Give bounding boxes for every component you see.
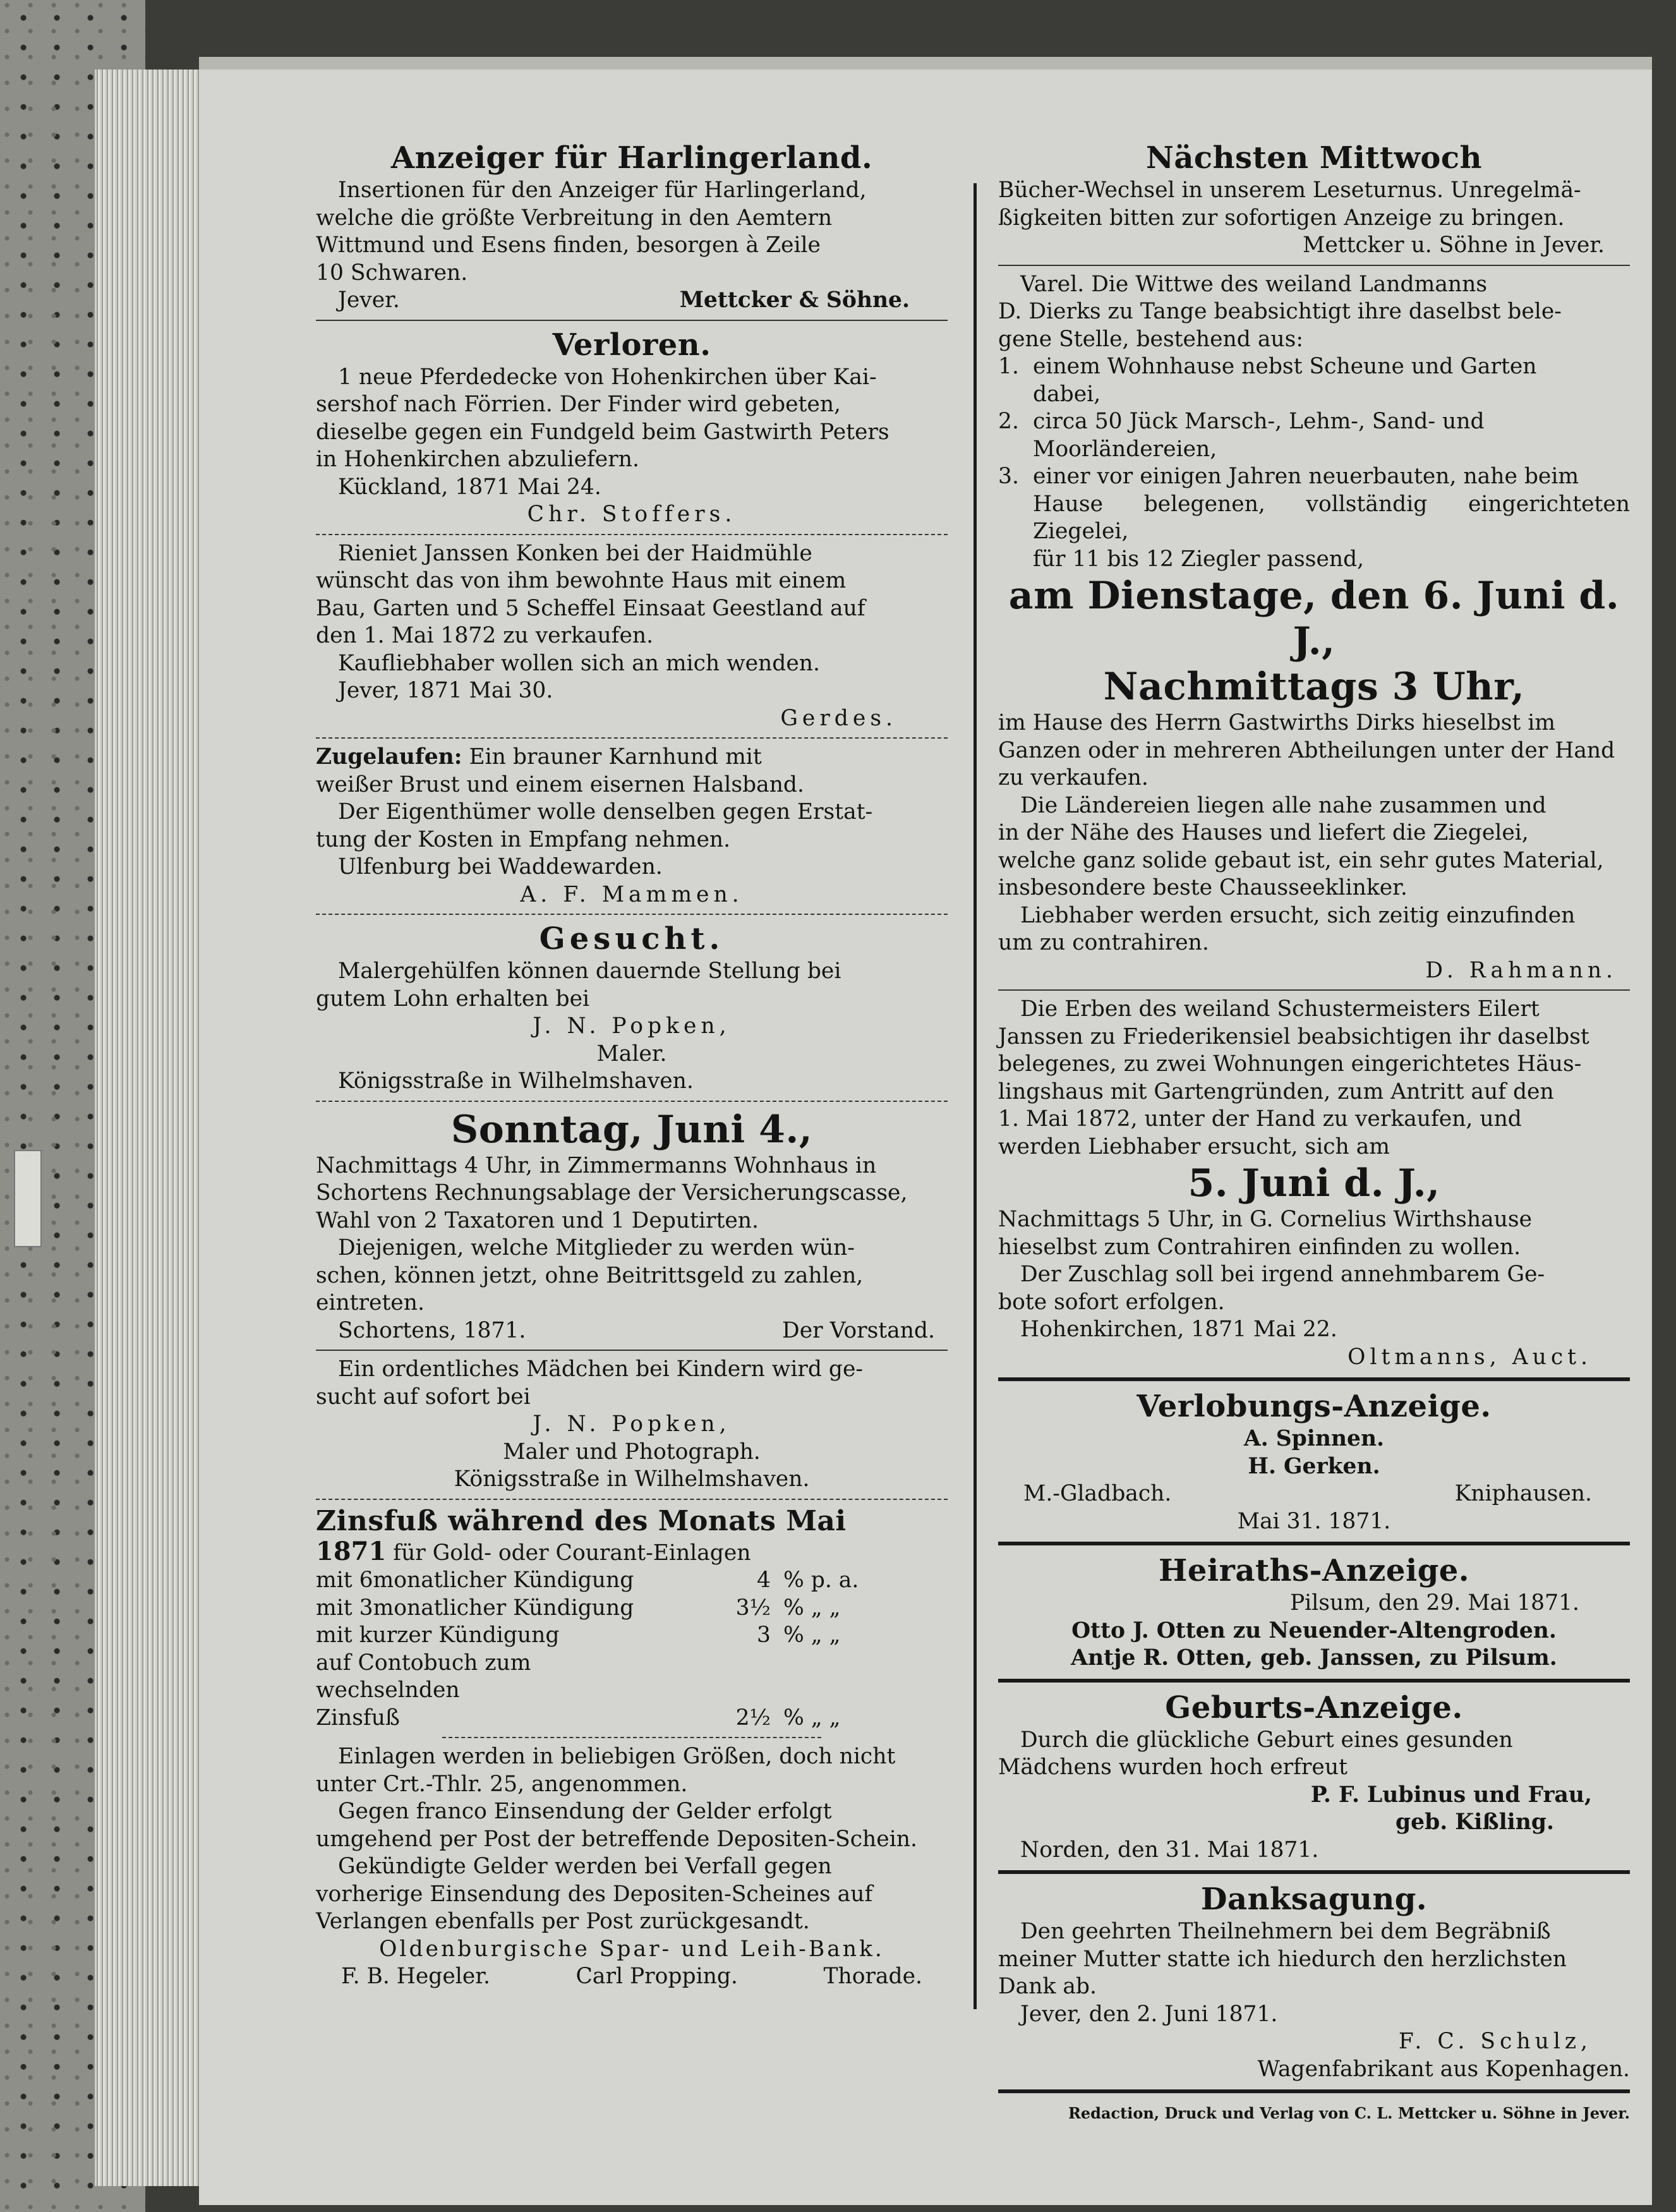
address: Königsstraße in Wilhelmshaven. xyxy=(338,1068,694,1094)
rate-label: auf Contobuch zum wechselnden xyxy=(316,1650,531,1703)
signature: D. Rahmann. xyxy=(1425,957,1617,983)
address: Königsstraße in Wilhelmshaven. xyxy=(454,1466,810,1492)
list-item xyxy=(998,463,1630,491)
separator xyxy=(316,1101,948,1102)
name: Antje R. Otten, geb. Janssen, zu Pilsum. xyxy=(1071,1645,1557,1671)
separator xyxy=(442,1737,821,1738)
rate-unit: % „ „ xyxy=(783,1623,841,1648)
ad-heirath xyxy=(998,1552,1630,1672)
item-number: 1. xyxy=(998,354,1019,379)
property-list xyxy=(998,353,1630,573)
signature: Oltmanns, Auct. xyxy=(1347,1344,1592,1370)
text-line: insbesondere beste Chausseeklinker. xyxy=(998,875,1408,900)
signature: Der Vorstand. xyxy=(782,1317,935,1343)
text-line: Diejenigen, welche Mitglieder zu werden wün- xyxy=(338,1235,855,1260)
text-line: Nachmittags 5 Uhr, in G. Cornelius Wirthshause xyxy=(998,1207,1532,1232)
rate-value: 4 xyxy=(757,1568,771,1593)
text-line: Dank ab. xyxy=(998,1974,1097,1999)
text-line: werden Liebhaber ersucht, sich am xyxy=(998,1133,1390,1159)
text-line: 10 Schwaren. xyxy=(316,260,468,286)
name: H. Gerken. xyxy=(1248,1453,1380,1479)
rate-unit: % p. a. xyxy=(783,1568,859,1593)
signature: Mettcker u. Söhne in Jever. xyxy=(1303,233,1605,258)
ad-title: Geburts-Anzeige. xyxy=(1165,1689,1463,1725)
text-line: Die Ländereien liegen alle nahe zusammen und xyxy=(1020,792,1546,818)
text-line: dabei, xyxy=(1033,381,1101,407)
ad-title: Heiraths-Anzeige. xyxy=(1158,1553,1469,1588)
text-line: D. Dierks zu Tange beabsichtigt ihre daselbst bele- xyxy=(998,299,1562,324)
signer: Thorade. xyxy=(823,1964,922,1989)
ad-title-year: 1871 xyxy=(316,1536,387,1566)
signature: geb. Kißling. xyxy=(1396,1810,1554,1835)
rate-row xyxy=(316,1705,948,1732)
text-line: Ein brauner Karnhund mit xyxy=(469,744,762,770)
separator xyxy=(316,534,948,535)
text-line: Den geehrten Theilnehmern bei dem Begräbniß xyxy=(1020,1919,1551,1944)
date: Norden, den 31. Mai 1871. xyxy=(1020,1837,1319,1863)
rate-value: 3½ xyxy=(735,1595,771,1621)
ad-zugelaufen xyxy=(316,744,948,909)
text-line: Schortens Rechnungsablage der Versicherungscasse, xyxy=(316,1180,908,1206)
rate-label: mit kurzer Kündigung xyxy=(316,1623,560,1648)
rate-unit: % „ „ xyxy=(783,1705,841,1731)
text-line: circa 50 Jück Marsch-, Lehm-, Sand- und xyxy=(1033,409,1485,434)
ad-lead: Zugelaufen: xyxy=(316,744,462,770)
rate-value: 3 xyxy=(757,1623,771,1648)
text-line: sershof nach Förrien. Der Finder wird gebeten, xyxy=(316,392,841,417)
auction-date-heading: 5. Juni d. J., xyxy=(1188,1161,1440,1206)
text-line: Moorländereien, xyxy=(1033,436,1217,462)
separator xyxy=(998,989,1630,991)
ad-title: Nächsten Mittwoch xyxy=(1145,140,1483,176)
signature: Gerdes. xyxy=(780,705,897,731)
bank-name: Oldenburgische Spar- und Leih-Bank. xyxy=(379,1936,884,1962)
item-number: 3. xyxy=(998,464,1019,489)
signature: Wagenfabrikant aus Kopenhagen. xyxy=(1257,2056,1630,2082)
text-line: Der Zuschlag soll bei irgend annehmbarem Ge- xyxy=(1020,1262,1545,1287)
text-line: 1 neue Pferdedecke von Hohenkirchen über Kai- xyxy=(338,364,877,390)
text-line: Durch die glückliche Geburt eines gesunden xyxy=(1020,1727,1513,1753)
signature: Mettcker & Söhne. xyxy=(679,287,910,313)
place: M.-Gladbach. xyxy=(1023,1481,1172,1506)
ad-zinsfuss xyxy=(316,1505,948,1991)
text-line: Bücher-Wechsel in unserem Leseturnus. Unregelmä- xyxy=(998,178,1581,203)
date: Pilsum, den 29. Mai 1871. xyxy=(1289,1590,1579,1616)
ad-title: Verlobungs-Anzeige. xyxy=(1136,1389,1492,1424)
ad-verloren xyxy=(316,326,948,529)
text-line: tung der Kosten in Empfang nehmen. xyxy=(316,826,731,852)
separator xyxy=(998,1679,1630,1683)
text-line: Wittmund und Esens finden, besorgen à Zeile xyxy=(316,233,821,258)
text-line: Varel. Die Wittwe des weiland Landmanns xyxy=(1020,271,1488,297)
text-line: Der Eigenthümer wolle denselben gegen Erstat- xyxy=(338,799,873,825)
text-line: welche ganz solide gebaut ist, ein sehr gutes Material, xyxy=(998,847,1604,873)
text-line: Insertionen für den Anzeiger für Harlingerland, xyxy=(338,178,867,203)
ad-title: Anzeiger für Harlingerland. xyxy=(390,140,873,176)
text-line: welche die größte Verbreitung in den Aemtern xyxy=(316,205,833,231)
text-line: einem Wohnhause nebst Scheune und Garten xyxy=(1033,354,1537,379)
place: Schortens, 1871. xyxy=(338,1317,526,1343)
text-line: dieselbe gegen ein Fundgeld beim Gastwirth Peters xyxy=(316,419,889,445)
ad-title: Danksagung. xyxy=(1200,1882,1428,1917)
text-line: in der Nähe des Hauses und liefert die Ziegelei, xyxy=(998,820,1529,845)
rate-unit xyxy=(771,1650,922,1705)
rate-label: mit 3monatlicher Kündigung xyxy=(316,1595,634,1621)
column-divider xyxy=(974,183,977,2009)
text-line: den 1. Mai 1872 zu verkaufen. xyxy=(316,623,654,648)
separator xyxy=(998,1542,1630,1545)
page-top-edge xyxy=(199,57,1652,70)
text-line: zu verkaufen. xyxy=(998,765,1148,790)
place: Ulfenburg bei Waddewarden. xyxy=(338,854,663,879)
text-line: gutem Lohn erhalten bei xyxy=(316,986,590,1012)
item-number: 2. xyxy=(998,409,1019,434)
text-line: Hause belegenen, vollständig eingerichteten Ziegelei, xyxy=(1033,491,1630,544)
signature: P. F. Lubinus und Frau, xyxy=(1310,1782,1592,1808)
ad-title: Verloren. xyxy=(552,327,711,363)
text-line: lingshaus mit Gartengründen, zum Antritt auf den xyxy=(998,1079,1554,1104)
signer: F. B. Hegeler. xyxy=(341,1964,490,1989)
text-line: Die Erben des weiland Schustermeisters Eilert xyxy=(1020,996,1540,1022)
separator xyxy=(998,1870,1630,1874)
text-line: Ganzen oder in mehreren Abtheilungen unter der Hand xyxy=(998,737,1615,763)
text-line: im Hause des Herrn Gastwirths Dirks hieselbst im xyxy=(998,710,1555,735)
newspaper-page xyxy=(199,57,1652,2205)
signature: Chr. Stoffers. xyxy=(527,502,737,527)
right-column xyxy=(998,139,1630,2127)
date: Mai 31. 1871. xyxy=(1237,1508,1391,1534)
rate-row xyxy=(316,1622,948,1650)
text-line: schen, können jetzt, ohne Beitrittsgeld zu zahlen, xyxy=(316,1262,864,1288)
name: Otto J. Otten zu Neuender-Altengroden. xyxy=(1071,1617,1557,1643)
rate-value xyxy=(657,1650,771,1705)
text-line: Mädchens wurden hoch erfreut xyxy=(998,1755,1347,1780)
rate-label: Zinsfuß xyxy=(316,1705,400,1731)
text-line: Wahl von 2 Taxatoren und 1 Deputirten. xyxy=(316,1207,759,1233)
separator xyxy=(998,2089,1630,2093)
role: Maler und Photograph. xyxy=(503,1439,761,1465)
signer: Carl Propping. xyxy=(576,1964,738,1989)
text-line: Liebhaber werden ersucht, sich zeitig einzufinden xyxy=(1020,902,1576,928)
rate-row xyxy=(316,1567,948,1595)
text-line: Rieniet Janssen Konken bei der Haidmühle xyxy=(338,540,812,566)
signature: A. F. Mammen. xyxy=(520,881,744,907)
text-line: um zu contrahiren. xyxy=(998,930,1209,955)
date: Jever, den 2. Juni 1871. xyxy=(1020,2001,1278,2027)
auction-time-heading: Nachmittags 3 Uhr, xyxy=(1103,665,1525,709)
page-stack-edge xyxy=(95,70,202,2186)
text-line: vorherige Einsendung des Depositen-Scheines auf xyxy=(316,1881,873,1907)
separator xyxy=(316,1350,948,1351)
imprint-footer: Redaction, Druck und Verlag von C. L. Mettcker u. Söhne in Jever. xyxy=(1068,2104,1630,2122)
rate-value: 2½ xyxy=(735,1705,771,1731)
text-line: wünscht das von ihm bewohnte Haus mit einem xyxy=(316,568,847,593)
signature: J. N. Popken, xyxy=(533,1411,731,1437)
auction-date-heading: am Dienstage, den 6. Juni d. J., xyxy=(1008,574,1620,663)
separator xyxy=(316,737,948,739)
text-line: eintreten. xyxy=(316,1290,425,1315)
ad-title-row xyxy=(316,1505,948,1538)
text-line: Janssen zu Friederikensiel beabsichtigen ihr daselbst xyxy=(998,1024,1589,1049)
text-line: belegenes, zu zwei Wohnungen eingerichtetes Häus- xyxy=(998,1051,1582,1077)
text-line: Gekündigte Gelder werden bei Verfall gegen xyxy=(338,1854,832,1879)
text-line: weißer Brust und einem eisernen Halsband. xyxy=(316,771,804,797)
ad-title: Zinsfuß während des Monats Mai xyxy=(316,1504,847,1537)
text-line: Kaufliebhaber wollen sich an mich wenden. xyxy=(338,650,820,676)
text-line: einer vor einigen Jahren neuerbauten, nahe beim xyxy=(1033,464,1579,489)
text-line: in Hohenkirchen abzuliefern. xyxy=(316,447,639,472)
text-line: Ein ordentliches Mädchen bei Kindern wird ge- xyxy=(338,1357,864,1382)
ad-erben xyxy=(998,996,1630,1371)
ad-mittwoch xyxy=(998,139,1630,260)
signature: F. C. Schulz, xyxy=(1398,2029,1592,2054)
separator xyxy=(998,265,1630,266)
signature: J. N. Popken, xyxy=(533,1013,731,1039)
rate-row xyxy=(316,1595,948,1623)
text-line: für Gold- oder Courant-Einlagen xyxy=(393,1540,751,1566)
ad-gesucht xyxy=(316,920,948,1096)
text-line: umgehend per Post der betreffende Depositen-Schein. xyxy=(316,1826,917,1852)
text-line: Einlagen werden in beliebigen Größen, doch nicht xyxy=(338,1744,896,1769)
ad-title: Gesucht. xyxy=(539,921,725,957)
text-line: meiner Mutter statte ich hiedurch den herzlichsten xyxy=(998,1946,1567,1972)
ad-verlobung xyxy=(998,1387,1630,1535)
ad-anzeiger xyxy=(316,139,948,315)
text-line: Verlangen ebenfalls per Post zurückgesandt. xyxy=(316,1909,810,1934)
separator xyxy=(998,1377,1630,1381)
text-line: Malergehülfen können dauernde Stellung bei xyxy=(338,958,841,984)
text-line: sucht auf sofort bei xyxy=(316,1384,531,1410)
text-line: hieselbst zum Contrahiren einfinden zu wollen. xyxy=(998,1234,1521,1260)
rate-row xyxy=(316,1650,948,1705)
index-tab xyxy=(14,1150,42,1247)
date: Hohenkirchen, 1871 Mai 22. xyxy=(1020,1317,1337,1342)
ad-title: Sonntag, Juni 4., xyxy=(450,1107,813,1152)
text-line: Bau, Garten und 5 Scheffel Einsaat Geestland auf xyxy=(316,595,865,621)
text-line: unter Crt.-Thlr. 25, angenommen. xyxy=(316,1771,688,1797)
left-column xyxy=(316,139,948,1991)
ad-hausverkauf xyxy=(316,540,948,733)
text-line: 1. Mai 1872, unter der Hand zu verkaufen, und xyxy=(998,1106,1522,1132)
text-line: gene Stelle, bestehend aus: xyxy=(998,326,1303,352)
name: A. Spinnen. xyxy=(1243,1426,1385,1451)
ad-sonntag xyxy=(316,1107,948,1345)
separator xyxy=(316,320,948,321)
text-line: Gegen franco Einsendung der Gelder erfolgt xyxy=(338,1799,832,1824)
list-item xyxy=(998,353,1630,381)
rate-label: mit 6monatlicher Kündigung xyxy=(316,1568,634,1593)
text-line: ßigkeiten bitten zur sofortigen Anzeige zu bringen. xyxy=(998,205,1565,231)
ad-danksagung xyxy=(998,1880,1630,2083)
place: Jever. xyxy=(338,287,400,313)
ad-maedchen xyxy=(316,1356,948,1494)
text-line: bote sofort erfolgen. xyxy=(998,1289,1225,1315)
date: Jever, 1871 Mai 30. xyxy=(338,678,553,703)
text-line: Nachmittags 4 Uhr, in Zimmermanns Wohnhaus in xyxy=(316,1152,877,1178)
place: Kniphausen. xyxy=(1454,1481,1592,1506)
text-line: für 11 bis 12 Ziegler passend, xyxy=(1033,546,1365,572)
date: Kückland, 1871 Mai 24. xyxy=(338,474,601,500)
list-item xyxy=(998,408,1630,436)
separator xyxy=(316,914,948,915)
rate-unit: % „ „ xyxy=(783,1595,841,1621)
ad-varel xyxy=(998,271,1630,985)
interest-rates-table xyxy=(316,1567,948,1732)
separator xyxy=(316,1499,948,1500)
ad-geburt xyxy=(998,1689,1630,1864)
role: Maler. xyxy=(596,1041,667,1067)
